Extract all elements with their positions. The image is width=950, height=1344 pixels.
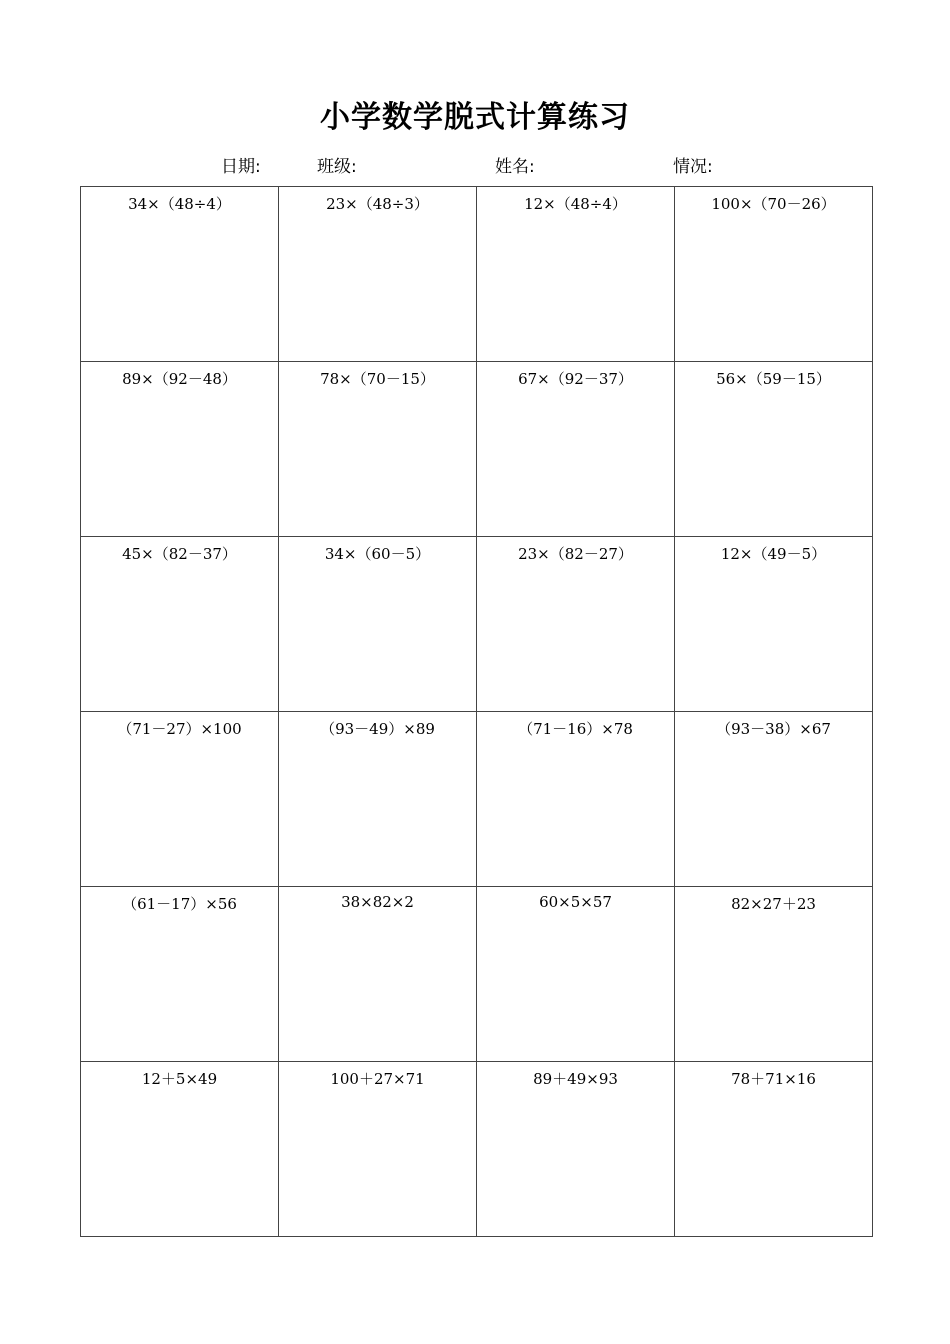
- problem-text: 60×5×57: [539, 893, 612, 911]
- problem-cell: [81, 887, 279, 1062]
- problem-text: 12＋5×49: [141, 1070, 218, 1088]
- problem-cell: [477, 362, 675, 537]
- problem-cell: [81, 537, 279, 712]
- problem-text: （93－49）×89: [320, 720, 435, 738]
- problem-row: [81, 712, 873, 887]
- problem-cell: [81, 187, 279, 362]
- problem-text: 78＋71×16: [731, 1070, 816, 1088]
- problem-cell: [279, 362, 477, 537]
- page-title: 小学数学脱式计算练习: [320, 100, 630, 135]
- problem-text: 100＋27×71: [330, 1070, 425, 1088]
- problem-text: 89×（92－48）: [122, 370, 237, 388]
- problem-cell: [675, 362, 873, 537]
- problem-cell: [675, 1062, 873, 1237]
- problem-text: 100×（70－26）: [711, 195, 836, 213]
- problem-cell: [675, 712, 873, 887]
- problem-text: 89＋49×93: [533, 1070, 618, 1088]
- problem-cell: [675, 187, 873, 362]
- problem-cell: [279, 712, 477, 887]
- problem-cell: [477, 712, 675, 887]
- problem-cell: [477, 187, 675, 362]
- problem-cell: [279, 1062, 477, 1237]
- problem-row: [81, 1062, 873, 1237]
- status-label: 情况:: [673, 157, 713, 177]
- problem-text: （93－38）×67: [716, 720, 831, 738]
- problem-text: 34×（60－5）: [324, 545, 431, 563]
- problem-cell: [477, 887, 675, 1062]
- problem-row: [81, 362, 873, 537]
- problem-text: （71－16）×78: [518, 720, 633, 738]
- problem-cell: [279, 187, 477, 362]
- problem-cell: [81, 1062, 279, 1237]
- problem-cell: [279, 537, 477, 712]
- problem-text: （71－27）×100: [117, 720, 242, 738]
- name-label: 姓名:: [495, 157, 535, 177]
- student-info-row: [0, 152, 950, 177]
- problem-cell: [675, 887, 873, 1062]
- problem-cell: [81, 362, 279, 537]
- problem-cell: [477, 1062, 675, 1237]
- problem-text: （61－17）×56: [122, 895, 237, 913]
- problem-cell: [81, 712, 279, 887]
- date-label: 日期:: [221, 157, 261, 177]
- problem-text: 34×（48÷4）: [128, 195, 231, 213]
- problem-text: 23×（82－27）: [518, 545, 633, 563]
- problem-text: 67×（92－37）: [518, 370, 633, 388]
- problem-text: 38×82×2: [341, 893, 414, 911]
- problem-row: [81, 187, 873, 362]
- problem-text: 56×（59－15）: [716, 370, 831, 388]
- problem-grid: [80, 186, 873, 1237]
- problem-text: 23×（48÷3）: [326, 195, 429, 213]
- problem-cell: [675, 537, 873, 712]
- problem-row: [81, 537, 873, 712]
- class-label: 班级:: [317, 157, 357, 177]
- problem-text: 45×（82－37）: [122, 545, 237, 563]
- problem-cell: [279, 887, 477, 1062]
- problem-row: [81, 887, 873, 1062]
- problem-text: 12×（48÷4）: [524, 195, 627, 213]
- problem-text: 12×（49－5）: [720, 545, 827, 563]
- problem-text: 82×27＋23: [731, 895, 816, 913]
- problem-text: 78×（70－15）: [320, 370, 435, 388]
- problem-cell: [477, 537, 675, 712]
